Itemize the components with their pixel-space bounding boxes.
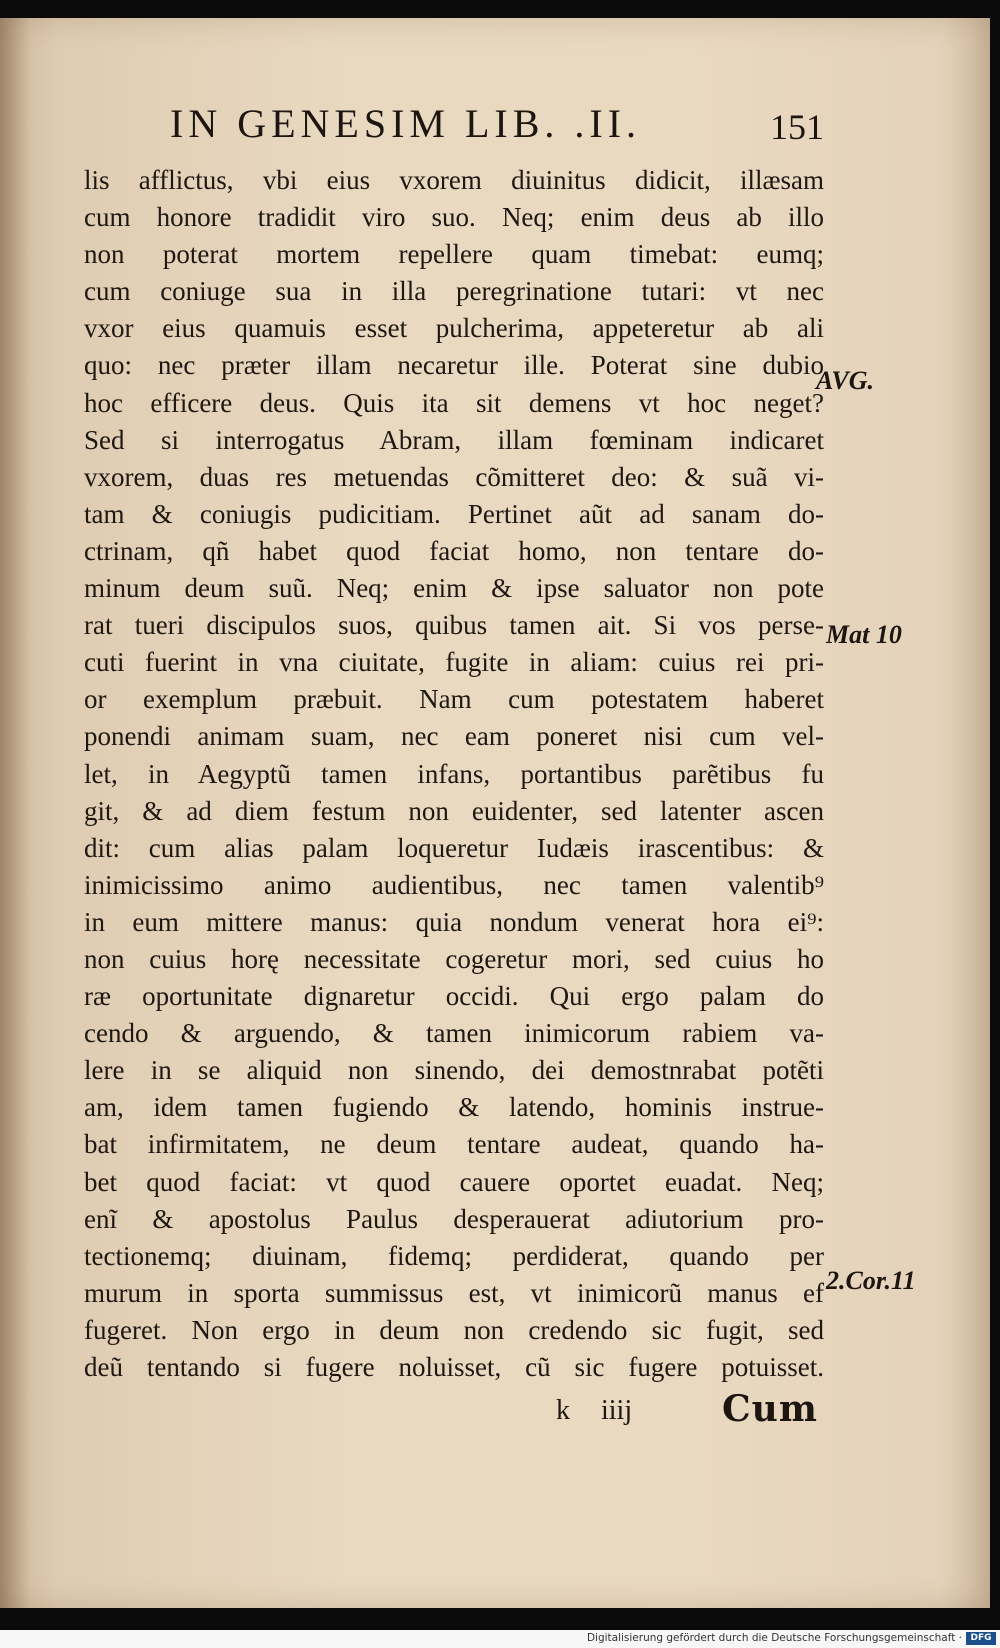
text-line: git, & ad diem festum non euidenter, sed latenter ascen	[84, 795, 824, 826]
scan-border-right	[990, 0, 1000, 1630]
margin-note-corinthians: 2.Cor.11	[826, 1266, 916, 1295]
signature-mark: k iiij	[556, 1395, 633, 1426]
running-head: IN GENESIM LIB. .II.	[170, 101, 642, 146]
text-line: hoc efficere deus. Quis ita sit demens vt hoc neget?	[84, 387, 824, 418]
text-line: cum coniuge sua in illa peregrinatione tutari: vt nec	[84, 276, 824, 307]
text-line: or exemplum præbuit. Nam cum potestatem haberet	[84, 684, 824, 715]
text-line: cuti fuerint in vna ciuitate, fugite in aliam: cuius rei pri-	[84, 647, 824, 678]
text-line: Sed si interrogatus Abram, illam fœminam indicaret	[84, 424, 824, 455]
dfg-logo: DFG	[966, 1632, 996, 1645]
text-line: fugeret. Non ergo in deum non credendo sic fugit, sed	[84, 1314, 824, 1345]
margin-note-augustine: AVG.	[816, 366, 875, 395]
text-line: inimicissimo animo audientibus, nec tamen valentib⁹	[84, 869, 824, 900]
text-line: lis afflictus, vbi eius vxorem diuinitus didicit, illæsam	[84, 165, 824, 195]
text-line: non cuius horę necessitate cogeretur mori, sed cuius ho	[84, 943, 824, 974]
margin-note-matthew: Mat 10	[826, 620, 902, 649]
scan-border-bottom	[0, 1608, 1000, 1630]
text-line: bet quod faciat: vt quod cauere oportet euadat. Neq;	[84, 1166, 824, 1197]
text-line: rat tueri discipulos suos, quibus tamen ait. Si vos perse-	[84, 610, 824, 641]
text-line: quo: nec præter illam necaretur ille. Poterat sine dubio	[84, 350, 824, 381]
text-line: minum deum suũ. Neq; enim & ipse saluator non pote	[84, 573, 824, 604]
text-line: am, idem tamen fugiendo & latendo, hominis instrue-	[84, 1092, 824, 1123]
scan-border-top	[0, 0, 1000, 18]
text-line: cum honore tradidit viro suo. Neq; enim deus ab illo	[84, 202, 824, 233]
text-line: let, in Aegyptũ tamen infans, portantibus parẽtibus fu	[84, 758, 824, 789]
text-line: lere in se aliquid non sinendo, dei demostnrabat potẽti	[84, 1055, 824, 1086]
catchword: Cum	[722, 1388, 818, 1430]
text-line: murum in sporta summissus est, vt inimicorũ manus ef	[84, 1277, 824, 1308]
text-line: cendo & arguendo, & tamen inimicorum rabiem va-	[84, 1018, 824, 1049]
text-line: ræ oportunitate dignaretur occidi. Qui ergo palam do	[84, 981, 824, 1012]
text-line: enĩ & apostolus Paulus desperauerat adiutorium pro-	[84, 1203, 824, 1234]
digitization-credit: Digitalisierung gefördert durch die Deutsche Forschungsgemeinschaft ·	[586, 1632, 962, 1644]
text-line: ponendi animam suam, nec eam poneret nisi cum vel-	[84, 721, 824, 752]
text-line: bat infirmitatem, ne deum tentare audeat, quando ha-	[84, 1129, 824, 1160]
folio-number: 151	[770, 107, 824, 147]
text-line: tam & coniugis pudicitiam. Pertinet aũt ad sanam do-	[84, 498, 824, 529]
text-line: tectionemq; diuinam, fidemq; perdiderat, quando per	[84, 1240, 824, 1271]
text-line: vxorem, duas res metuendas cõmitteret deo: & suã vi-	[84, 461, 824, 492]
text-line: non poterat mortem repellere quam timebat: eumq;	[84, 239, 824, 270]
text-line: dit: cum alias palam loqueretur Iudæis irascentibus: &	[84, 832, 824, 863]
text-line: deũ tentando si fugere noluisset, cũ sic fugere potuisset.	[84, 1352, 824, 1382]
text-line: in eum mittere manus: quia nondum venerat hora ei⁹:	[84, 906, 824, 937]
body-text	[84, 162, 824, 1386]
text-line: vxor eius quamuis esset pulcherima, appeteretur ab ali	[84, 313, 824, 344]
text-line: ctrinam, qñ habet quod faciat homo, non tentare do-	[84, 535, 824, 566]
page-gutter-shadow	[0, 18, 30, 1608]
